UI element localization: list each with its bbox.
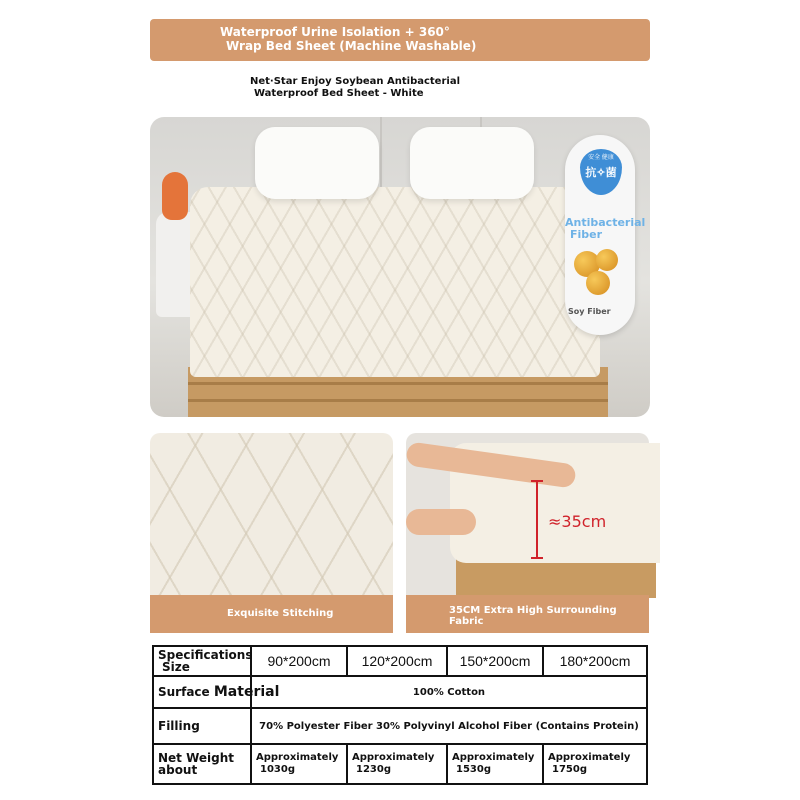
badge-top-text: 安全 健康 [588,155,614,161]
weight-cell [347,744,447,784]
table-row [153,646,647,676]
specification-table [152,645,648,785]
banner-line-2: Wrap Bed Sheet (Machine Washable) [226,39,477,53]
spec-label-line-2: Size [162,660,190,674]
antibacterial-fiber-label [565,217,660,241]
weight-value: 1230g [356,764,391,775]
badge-text: 抗✧菌 [585,167,617,179]
weight-cell [543,744,647,784]
material-label: Material [213,684,280,700]
table-row [153,744,647,784]
soy-fiber-label: Soy Fiber [568,307,611,316]
weight-cell [447,744,543,784]
spec-size-label [153,646,251,676]
weight-value: 1750g [552,764,587,775]
quilted-mattress [190,187,600,377]
shield-icon [580,149,622,195]
banner-line-1: Waterproof Urine Isolation + 360° [220,25,450,39]
weight-prefix: Approximately [256,752,339,763]
pillow-left [255,127,379,199]
soybean-icon [568,245,628,300]
table-row [153,708,647,744]
weight-prefix: Approximately [452,752,535,763]
size-cell: 180*200cm [543,646,647,676]
hero-bed-photo [150,117,650,417]
measure-cap-bottom [531,557,543,559]
product-name-line-2: Waterproof Bed Sheet - White [254,88,424,99]
orange-vase [162,172,188,220]
measure-label: ≈35cm [548,512,607,531]
weight-prefix: Approximately [352,752,435,763]
bean [596,249,618,271]
size-cell: 120*200cm [347,646,447,676]
weight-value: 1030g [260,764,295,775]
size-cell: 150*200cm [447,646,543,676]
surface-material-label [153,676,280,708]
surface-label: Surface [158,685,210,699]
surround-caption-line-1: 35CM Extra High Surrounding [449,605,617,616]
table-row [153,676,647,708]
bean [586,271,610,295]
stitching-detail-photo [150,433,393,633]
weight-cell [251,744,347,784]
size-cell: 90*200cm [251,646,347,676]
antibacterial-line-1: Antibacterial [565,216,646,229]
net-weight-line-2: about [158,763,198,777]
net-weight-line-1: Net Weight [158,751,235,765]
frame-plank [188,399,608,402]
weight-prefix: Approximately [548,752,631,763]
filling-value: 70% Polyester Fiber 30% Polyvinyl Alcohol Fiber (Contains Protein) [251,708,647,744]
hand-pulling [406,509,476,535]
surround-height-photo [406,433,649,633]
pillow-right [410,127,534,199]
frame-plank [188,382,608,385]
spec-label-line-1: Specifications [158,648,253,662]
stitching-caption: Exquisite Stitching [227,608,334,619]
surround-caption [449,605,617,627]
surface-material-value: 100% Cotton [251,676,647,708]
surround-caption-line-2: Fabric [449,616,484,627]
product-name-line-1: Net·Star Enjoy Soybean Antibacterial [250,76,460,87]
measure-line [536,480,538,558]
weight-value: 1530g [456,764,491,775]
net-weight-label [153,744,251,784]
title-banner [150,19,650,61]
antibacterial-line-2: Fiber [570,228,603,241]
filling-label: Filling [153,708,251,744]
product-name [250,76,570,100]
antibacterial-badge [565,135,635,209]
